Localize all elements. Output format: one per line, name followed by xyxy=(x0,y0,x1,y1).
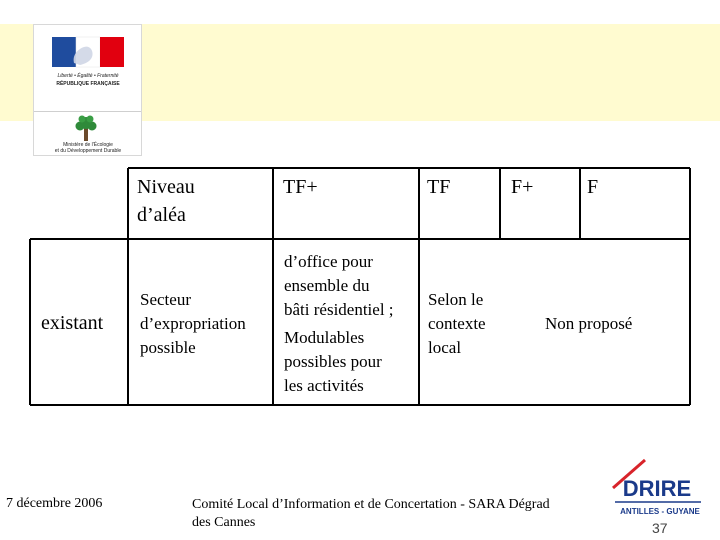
selon-line1: Selon le xyxy=(428,290,484,309)
office-line5: possibles pour xyxy=(284,352,382,371)
office-line3: bâti résidentiel ; xyxy=(284,300,394,319)
drire-logo xyxy=(605,458,705,520)
office-line2: ensemble du xyxy=(284,276,370,295)
rf-logo-line1: Liberté • Égalité • Fraternité xyxy=(57,73,119,79)
header-niveau-line2: d’aléa xyxy=(137,204,186,226)
office-line1: d’office pour xyxy=(284,252,373,271)
drire-logo-subtitle: ANTILLES - GUYANE xyxy=(620,507,700,516)
ministry-logo-line1: Ministère de l'Écologie xyxy=(63,142,113,148)
selon-line2: contexte xyxy=(428,314,486,333)
column-header-f-plus: F+ xyxy=(511,176,534,198)
rf-logo-line2: RÉPUBLIQUE FRANÇAISE xyxy=(56,81,120,87)
footer-title-line2: des Cannes xyxy=(192,515,256,530)
secteur-line2: d’expropriation xyxy=(140,314,246,333)
row-label-existant: existant xyxy=(41,312,104,334)
footer-title-line1: Comité Local d’Information et de Concertation - SARA Dégrad xyxy=(192,497,550,512)
column-header-tf-plus: TF+ xyxy=(283,176,318,198)
column-header-tf: TF xyxy=(427,176,451,198)
header-niveau-line1: Niveau xyxy=(137,176,195,198)
footer-date: 7 décembre 2006 xyxy=(6,496,103,511)
drire-logo-name: DRIRE xyxy=(622,476,692,501)
secteur-line3: possible xyxy=(140,338,196,357)
office-line6: les activités xyxy=(284,376,364,395)
column-header-f: F xyxy=(587,176,599,198)
ministry-logo-line2: et du Développement Durable xyxy=(54,148,122,154)
office-line4: Modulables xyxy=(284,328,365,347)
cell-non-propose: Non proposé xyxy=(545,314,633,333)
secteur-line1: Secteur xyxy=(140,290,191,309)
page-number: 37 xyxy=(652,520,668,536)
footer-title xyxy=(192,496,592,532)
selon-line3: local xyxy=(428,338,462,357)
